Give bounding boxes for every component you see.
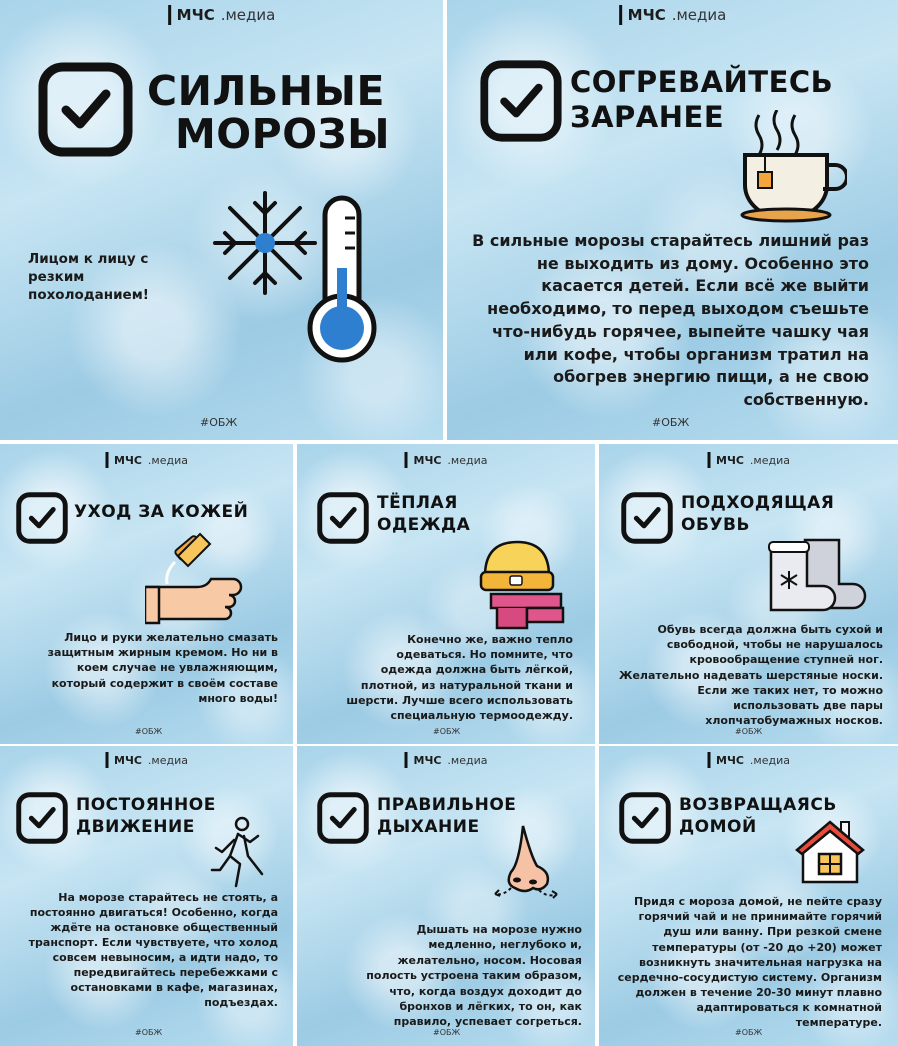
brand-name: МЧС [176,6,215,24]
card-title: ВОЗВРАЩАЯСЬ ДОМОЙ [679,795,837,838]
card-title: УХОД ЗА КОЖЕЙ [74,502,249,522]
card-severe-frost [0,0,443,440]
card-returning-home [599,746,898,1046]
brand-name: МЧС [413,453,442,467]
card-text: Лицо и руки желательно смазать защитным жирным кремом. Но ни в коем случае не увлажняющим, который содержит в своём составе много воды! [47,631,278,705]
card-text: Лицом к лицу с резким похолоданием! [28,251,149,304]
cream-hand-icon [145,532,245,627]
brand-suffix: .медиа [447,453,488,467]
card-title: ПРАВИЛЬНОЕ ДЫХАНИЕ [377,795,517,838]
brand-logo [105,452,188,468]
brand-logo [707,752,790,768]
brand-logo [168,5,276,25]
brand-logo [619,5,727,25]
hashtag: #ОБЖ [135,1028,163,1037]
card-text: Дышать на морозе нужно медленно, неглубоко и, желательно, носом. Носовая полость устроена таким образом, что, когда воздух доходит до бронхов и лёгких, то он, как правило, успевает согреться. [366,923,582,1029]
brand-suffix: .медиа [220,6,276,24]
card-title: ПОСТОЯННОЕ ДВИЖЕНИЕ [76,795,216,838]
checkbox-icon [317,492,369,544]
brand-name: МЧС [627,6,666,24]
card-text: Конечно же, важно тепло одеваться. Но помните, что одежда должна быть лёгкой, плотной, из натуральной ткани и шерсти. Лучше всего использовать специальную термоодежду. [346,633,573,722]
card-constant-movement [0,746,293,1046]
snowflake-thermometer-icon [205,188,395,368]
hashtag: #ОБЖ [135,727,163,736]
brand-name: МЧС [114,753,142,767]
brand-suffix: .медиа [671,6,727,24]
brand-logo [405,752,488,768]
checkbox-icon [16,492,68,544]
brand-name: МЧС [716,453,744,467]
checkbox-icon [38,62,133,157]
hashtag: #ОБЖ [735,1028,763,1037]
card-text: На морозе старайтесь не стоять, а постоянно двигаться! Особенно, когда ждёте на остановке общественный транспорт. Если чувствуете, что холод совсем невыносим, а идти надо, то передвигайтесь перебежками с остановками в кафе, магазинах, подъездах. [28,891,278,1009]
brand-bar [105,452,108,468]
walking-person-icon [208,816,270,888]
brand-name: МЧС [716,753,744,767]
card-proper-breathing [297,746,595,1046]
brand-suffix: .медиа [447,753,488,767]
hashtag: #ОБЖ [433,727,461,736]
hat-scarf-icon [477,536,569,631]
card-text: В сильные морозы старайтесь лишний раз не выходить из дому. Особенно это касается детей. Если всё же выйти необходимо, то перед выходом съешьте что-нибудь горячее, выпейте чашку чая или кофе, чтобы организм тратил на обогрев энергию пищи, а не свою собственную. [472,231,869,410]
card-proper-footwear [599,444,898,744]
brand-bar [707,752,710,768]
brand-bar [707,452,710,468]
card-text: Обувь всегда должна быть сухой и свободной, чтобы не нарушалось кровообращение ступней ног. Желательно надевать шерстяные носки. Если же таких нет, то можно использовать две пары хлопчатобумажных носков. [619,623,883,728]
card-text: Придя с мороза домой, не пейте сразу горячий чай и не принимайте горячий душ или ванну. При резкой смене температуры (от -20 до +20) может возникнуть значительная нагрузка на сердечно-сосудистую систему. Организм должен в течение 20-30 минут плавно адаптироваться к комнатной температуре. [617,895,882,1030]
brand-suffix: .медиа [749,453,790,467]
checkbox-icon [619,792,671,844]
hashtag: #ОБЖ [433,1028,461,1037]
brand-suffix: .медиа [147,753,188,767]
brand-bar [105,752,108,768]
brand-logo [707,452,790,468]
brand-logo [105,752,188,768]
brand-logo [405,452,488,468]
brand-suffix: .медиа [749,753,790,767]
card-title: ПОДХОДЯЩАЯ ОБУВЬ [681,493,835,536]
hashtag: #ОБЖ [652,416,690,429]
brand-bar [405,452,408,468]
card-warm-up [447,0,898,440]
brand-bar [168,5,171,25]
card-skin-care [0,444,293,744]
checkbox-icon [480,60,562,142]
brand-suffix: .медиа [147,453,188,467]
card-title: СОГРЕВАЙТЕСЬ ЗАРАНЕЕ [570,65,834,135]
checkbox-icon [317,792,369,844]
card-title: СИЛЬНЫЕ МОРОЗЫ [147,67,391,159]
hashtag: #ОБЖ [735,727,763,736]
brand-name: МЧС [413,753,442,767]
felt-boots-icon [767,536,867,614]
house-icon [795,818,865,884]
card-warm-clothing [297,444,595,744]
brand-bar [405,752,408,768]
nose-icon [493,824,573,902]
card-title: ТЁПЛАЯ ОДЕЖДА [377,493,471,536]
brand-bar [619,5,622,25]
tea-cup-icon [737,110,847,225]
checkbox-icon [621,492,673,544]
brand-name: МЧС [114,453,142,467]
hashtag: #ОБЖ [200,416,238,429]
checkbox-icon [16,792,68,844]
